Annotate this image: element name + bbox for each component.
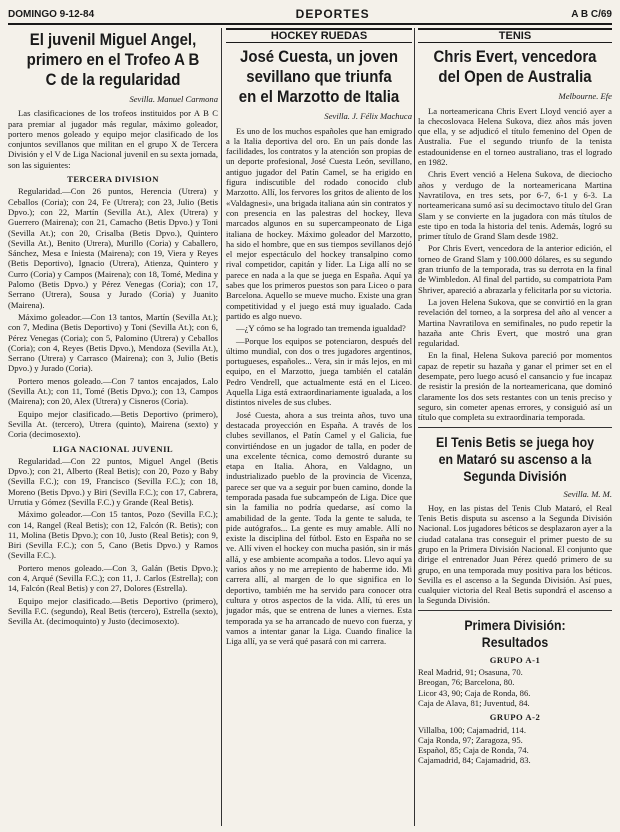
result-line: Cajamadrid, 84; Cajamadrid, 83. bbox=[418, 755, 531, 766]
group-heading: GRUPO A-2 bbox=[489, 712, 541, 723]
article-paragraph: Portero menos goleado.—Con 7 tantos encajados, Lalo (Sevilla At.); con 11, Tomé (Betis Dpvo.); con 13, Campos (Mairena); con 20, Alex (Utrera) y Cisneros (Coria). bbox=[8, 375, 218, 407]
result-line: Licor 43, 90; Caja de Ronda, 86. bbox=[418, 687, 531, 698]
result-line: Caja de Alava, 81; Juventud, 84. bbox=[418, 697, 530, 708]
article-headline: Chris Evert, vencedora del Open de Australia bbox=[433, 47, 597, 87]
divider bbox=[418, 427, 612, 428]
column-regularidad bbox=[8, 28, 218, 828]
page-date: DOMINGO 9-12-84 bbox=[8, 8, 95, 20]
article-paragraph: Máximo goleador.—Con 13 tantos, Martín (Sevilla At.); con 7, Medina (Betis Deportivo) y Toni (Sevilla At.); con 6, Pérez Venegas (Coria); con 5, Palomino (Utrera) y Ceballos (Coria); con 4, Reyes (Betis Dpvo.), Mendoza (Sevilla At.), Serrano (Utrera) y Carrasco (Mairena); con 3, Julio (Betis Dpvo.) y Jurado (Coria). bbox=[8, 311, 218, 374]
column-hockey bbox=[226, 28, 412, 828]
article-paragraph: La joven Helena Sukova, que se convirtió en la gran revelación del torneo, a la sorpresa del año al vencer a Martina Navratilova en semifinales, no pudo repetir la hazaña ante Chris Evert, que mostró una gran regularidad. bbox=[418, 296, 612, 349]
article-paragraph: —¿Y cómo se ha logrado tan tremenda igualdad? bbox=[236, 323, 406, 334]
top-rule bbox=[8, 23, 612, 25]
result-line: Villalba, 100; Cajamadrid, 114. bbox=[418, 724, 526, 735]
article-headline: José Cuesta, un joven sevillano que triunfa en el Marzotto de Italia bbox=[238, 47, 400, 107]
article-paragraph: Hoy, en las pistas del Tenis Club Mataró, el Real Tenis Betis disputa su ascenso a la Segunda División Nacional. Los jugadores béticos se desplazaron ayer a la ciudad catalana tras conseguir el primer puesto de su grupo en la Primera División Nacional. El conjunto que dirige el entrenador Juan Pérez quedó primero de su grupo, en una temporada muy positiva para los béticos. Sevilla es el ascenso a la Segunda División. Así pues, cualquier victoria del Real Betis supondrá el ascenso a la Segunda División. bbox=[418, 502, 612, 606]
masthead bbox=[8, 6, 612, 22]
article-byline: Sevilla. M. M. bbox=[563, 488, 612, 499]
article-paragraph: Máximo goleador.—Con 15 tantos, Pozo (Sevilla F.C.); con 14, Rangel (Real Betis); con 12, Falcón (R. Betis); con 11, Molina (Betis Dpvo.); con 10, Justo (Real Betis); con 9, Biri (Sevilla F.C.); con 5, Cano (Betis Dpvo.) y Ramos (Sevilla F.C.). bbox=[8, 509, 218, 561]
article-paragraph: Regularidad.—Con 26 puntos, Herencia (Utrera) y Ceballos (Coria); con 24, Fe (Utrera); con 23, Julio (Betis Dpvo.); con 22, Martín (Sevilla At.), Alex (Utrera) y Guerrero (Mairena); con 21, Camacho (Betis Dpvo.) y Toni (Sevilla At.); con 20, Crisalba (Betis Dpvo.), Quintero (Sevilla At.), Benito (Utrera), Murillo (Coria) y Caballero, Sánchez, Mesa e Iniesta (Mairena); con 19, Viera y Reyes (Betis Deportivo), Ignacio (Utrera), Atienza, Quintero y Curro (Coria) y Campos (Mairena); con 18, Tomé, Medina y Palomo (Betis Dpvo.) y Pérez Venegas (Coria); con 17, Serrano (Utrera), Sousa y Jurado (Coria) y Juanito (Mairena). bbox=[8, 186, 218, 310]
article-paragraph: Regularidad.—Con 22 puntos, Miguel Angel (Betis Dpvo.); con 21, Alberto (Real Betis); con 20, Pozo y Baby (Sevilla F.C.); con 19, Francisco (Sevilla F.C.); con 18, Moreno (Betis Dpvo.) y Biri (Sevilla F.C.); con 17, Cabrera, Urrutia y Gómez (Sevilla F.C.) y Grande (Real Betis). bbox=[8, 455, 218, 507]
section-heading: TERCERA DIVISION bbox=[67, 174, 159, 185]
column-divider bbox=[414, 28, 415, 826]
column-tenis bbox=[418, 28, 612, 828]
section-heading: LIGA NACIONAL JUVENIL bbox=[52, 443, 174, 454]
result-line: Real Madrid, 91; Osasuna, 70. bbox=[418, 667, 523, 678]
article-paragraph: Chris Evert venció a Helena Sukova, de dieciocho años y verdugo de la norteamericana Martina Navratilova, en tres sets, por 6-7, 6-1 y 6-3. La norteamericana sumó así su decimoctavo título del Gran Slam y se convierte en la jugadora con más títulos de este tipo en toda la historia del tenis. Además, logró su primer título de Grand Slam desde 1982. bbox=[418, 169, 612, 242]
article-headline: Primera División: Resultados bbox=[464, 616, 566, 650]
page-number: A B C/69 bbox=[571, 8, 612, 20]
article-paragraph: Las clasificaciones de los trofeos instituidos por A B C para premiar al jugador más regular, máximo goleador, portero menos goleado y equipo mejor clasificado de los conjuntos sevillanos que militan en el grupo X de Tercera División y el V de Liga Nacional juvenil en su sexta jornada, son las siguientes: bbox=[8, 108, 218, 170]
column-divider bbox=[221, 28, 222, 826]
divider bbox=[418, 610, 612, 611]
article-paragraph: Equipo mejor clasificado.—Betis Deportivo (primero), Sevilla F.C. (segundo), Real Betis (tercero), Estrella (sexto), Sevilla At. (decimoquinto) y Justo (decimosexto). bbox=[8, 595, 218, 627]
result-line: Caja Ronda, 97; Zaragoza, 95. bbox=[418, 734, 523, 745]
group-heading: GRUPO A-1 bbox=[489, 654, 541, 665]
result-line: Español, 85; Caja de Ronda, 74. bbox=[418, 745, 529, 756]
article-paragraph: Es uno de los muchos españoles que han emigrado a la Italia deportiva del oro. En un país donde las facilidades, los contratos y la atención son propias de un deporte profesional, José Cuesta León, sevillano, antiguo jugador del Patín Camel, se ha erigido en figura indiscutible del rodado conocido club Marzotto. Allí, los fervores los gritos de aliento de los «Valdagnesi», una brigada italiana aún sin contratos y con presencia en las palestras del hockey, lleva marcados algunos en su supercampeonato de Liga italiana de hockey. Máximo goleador del Marzotto, ha sido el hombre, que en sus tiempos sevillanos dejó el mejor espectáculo del hockey transalpino como rival competidor, capitán y líder. La Liga allí no se parece en nada a la que se juega en España. Aquí ya sabes que los primeros puestos son para Liceo o para Barcelona. Aquello se mueve mucho. Existe una gran competitividad y el juego está muy igualado. Cada partido es algo nuevo. bbox=[226, 125, 412, 321]
section-tag: TENIS bbox=[418, 28, 612, 43]
result-line: Breogan, 76; Barcelona, 80. bbox=[418, 677, 515, 688]
article-byline: Sevilla. J. Félix Machuca bbox=[324, 111, 412, 122]
article-paragraph: Portero menos goleado.—Con 3, Galán (Betis Dpvo.); con 4, Arqué (Sevilla F.C.); con 11, J. Carlos (Estrella); con 14, Falcón (Real Betis) y con 27, Dolores (Estrella). bbox=[8, 562, 218, 594]
article-paragraph: La norteamericana Chris Evert Lloyd venció ayer a la checoslovaca Helena Sukova, diez años más joven que ella, y se adjudicó el título femenino del Open de Australia. Fue el segundo triunfo de la tenista estadounidense en el torneo australiano, tras el logrado en 1982. bbox=[418, 105, 612, 168]
article-paragraph: Equipo mejor clasificado.—Betis Deportivo (primero), Sevilla At. (tercero), Utrera (quinto), Mairena (sexto) y Coria (decimosexto). bbox=[8, 408, 218, 440]
article-paragraph: José Cuesta, ahora a sus treinta años, tuvo una destacada proyección en España. A través de los clubes sevillanos, el Patín Camel y el Galicia, fue convirtiéndose en un jugador de talla, en poder de una excelente técnica, como demostró durante su etapa en Italia. Ahora, en Valdagno, un industrializado pueblo de la provincia de Vicenza, parece ser que va a seguir por buen camino, donde la temporada pasada fue subcampeón de Liga. Dice que sin la familia no podría quedarse, así como la amabilidad de la gente. Toda la gente te saluda, te pide autógrafos... La gente es muy amable. Allí no existe la disciplina del fútbol. Esto en España no se ve. Allí viven el hockey con mucha pasión, sin ir más allá, y ese ambiente acompaña a todos. Llevo aquí ya varios años y no me arrepiento de haberme ido. Mi carrera allí, al margen de lo que significa en lo deportivo, también me ha servido para conocer otra cultura y otros aspectos de la vida. Allí, tú eres un jugador más, que se entrena de lunes a viernes. Esta temporada ya se ha arrancado de nuevo con fuerza, y vamos a intentar ganar la Liga. Cuando finalice la Liga allí, ya se verá qué pasará con mi carrera. bbox=[226, 409, 412, 647]
article-paragraph: En la final, Helena Sukova pareció por momentos capaz de repetir su hazaña y ganar el primer set en el desempate, pero luego acusó el cansancio y fue incapaz de resistir la presión de la norteamericana, que dominó claramente los dos sets restantes con un tenis preciso y seguro, sin cometer apenas errores, y consiguió así un título que completa su extraordinaria temporada. bbox=[418, 350, 612, 423]
section-tag: HOCKEY RUEDAS bbox=[226, 28, 412, 43]
section-title: DEPORTES bbox=[295, 7, 370, 21]
article-headline: El juvenil Miguel Angel, primero en el Trofeo A B C de la regularidad bbox=[26, 30, 200, 89]
article-paragraph: —Porque los equipos se potenciaron, después del último mundial, con dos o tres jugadores argentinos, portugueses, españoles... Vera, sin ir más lejos, en mi equipo, en el Marzotto, juega también el catalán Pedro Vendrell, que actualmente está en el Liceo. Aquella Liga está extraordinariamente igualada, a los distintos niveles de sus clubes. bbox=[226, 335, 412, 408]
article-byline: Sevilla. Manuel Carmona bbox=[129, 94, 218, 104]
article-headline: El Tenis Betis se juega hoy en Mataró su ascenso a la Segunda División bbox=[436, 433, 594, 484]
article-byline: Melbourne. Efe bbox=[558, 91, 612, 102]
article-paragraph: Por Chris Evert, vencedora de la anterior edición, el torneo de Grand Slam y 100.000 dólares, es su segundo gran triunfo de la temporada, tras su derrota en la final de Wimbledon. Al final del partido, su compatriota Pam Shriver, apareció a abrazarla y felicitarla por su victoria. bbox=[418, 243, 612, 295]
